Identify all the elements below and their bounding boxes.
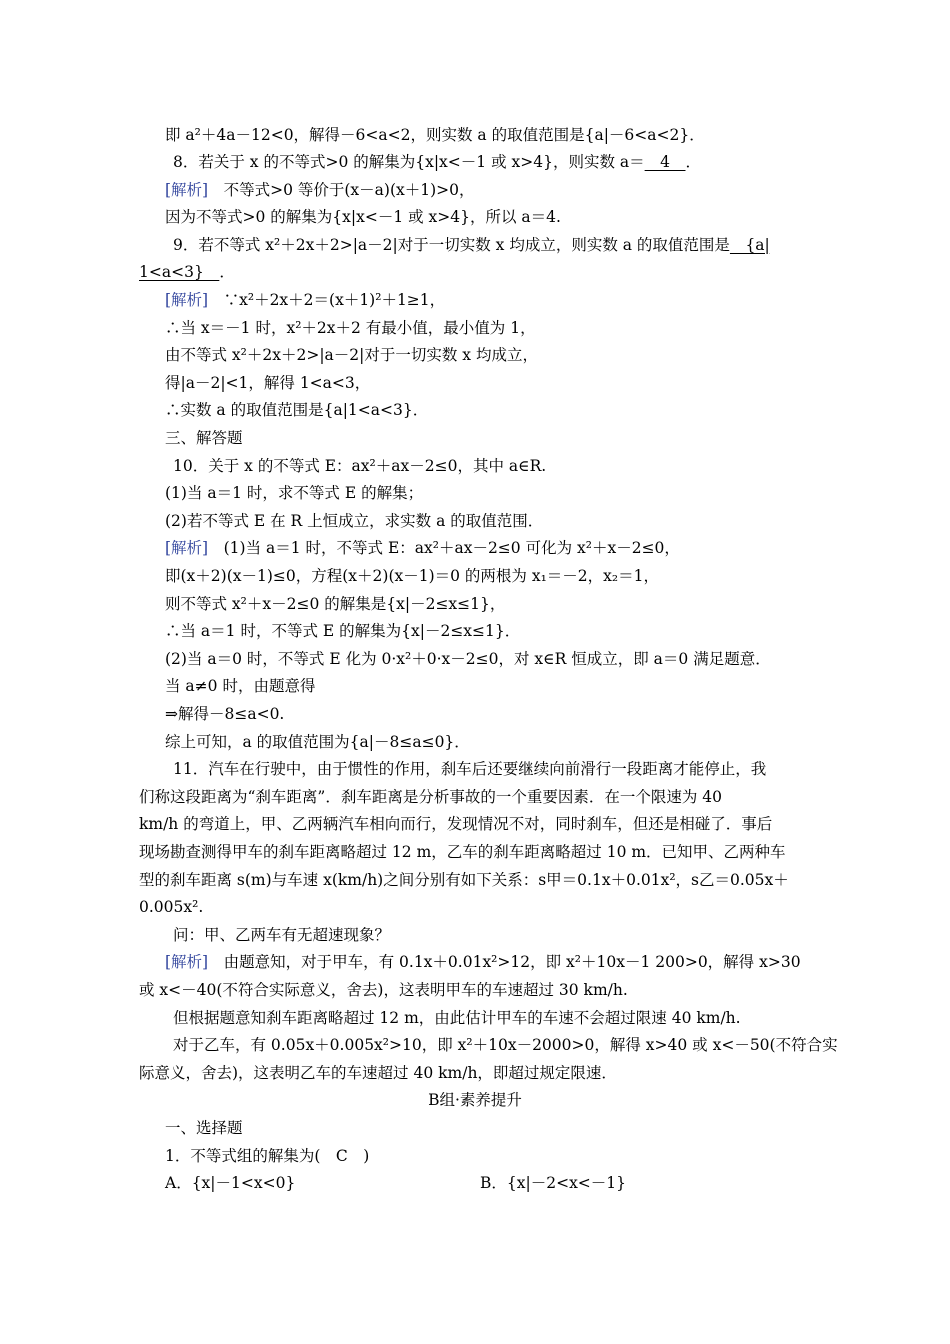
text-line: 型的刹车距离 s(m)与车速 x(km/h)之间分别有如下关系：s甲＝0.1x＋0.01x²，s乙＝0.05x＋ <box>139 871 789 889</box>
text-line: 但根据题意知刹车距离略超过 12 m，由此估计甲车的车速不会超过限速 40 km/h. <box>173 1009 741 1027</box>
analysis-tag: [解析] <box>165 181 209 199</box>
question-11: 11．汽车在行驶中，由于惯性的作用，刹车后还要继续向前滑行一段距离才能停止，我 <box>173 760 767 778</box>
option-a: A．{x|－1<x<0} <box>165 1174 296 1192</box>
text-line: 0.005x². <box>139 898 204 916</box>
analysis-line: [解析] ∵x²＋2x＋2＝(x＋1)²＋1≥1， <box>165 291 446 309</box>
text-line: 因为不等式>0 的解集为{x|x<－1 或 x>4}，所以 a＝4. <box>165 208 561 226</box>
analysis-line: [解析] 不等式>0 等价于(x－a)(x＋1)>0， <box>165 181 475 199</box>
group-heading: B组·素养提升 <box>428 1091 522 1109</box>
text-line: 际意义，舍去)，这表明乙车的车速超过 40 km/h，即超过规定限速． <box>139 1064 617 1082</box>
text-line: ∴当 a＝1 时，不等式 E 的解集为{x|－2≤x≤1}． <box>165 622 521 640</box>
text-line: (2)当 a＝0 时，不等式 E 化为 0·x²＋0·x－2≤0，对 x∈R 恒成立，即 a＝0 满足题意． <box>165 650 771 668</box>
question-10: 10．关于 x 的不等式 E：ax²＋ax－2≤0，其中 a∈R. <box>173 457 547 475</box>
analysis-line: [解析] (1)当 a＝1 时，不等式 E：ax²＋ax－2≤0 可化为 x²＋x－2≤0， <box>165 539 680 557</box>
text-line: 问：甲、乙两车有无超速现象？ <box>173 926 391 944</box>
text-line: ∴实数 a 的取值范围是{a|1<a<3}． <box>165 401 429 419</box>
text-line: 得|a－2|<1，解得 1<a<3， <box>165 374 371 392</box>
text-line: 对于乙车，有 0.05x＋0.005x²>10，即 x²＋10x－2000>0，解得 x>40 或 x<－50(不符合实 <box>173 1036 838 1054</box>
text-line: 当 a≠0 时，由题意得 <box>165 677 316 695</box>
text-line: km/h 的弯道上，甲、乙两辆汽车相向而行，发现情况不对，同时刹车，但还是相碰了．事后 <box>139 815 773 833</box>
answer-blank: 1<a<3} <box>139 263 220 281</box>
text-line: 即(x＋2)(x－1)≤0，方程(x＋2)(x－1)＝0 的两根为 x₁＝－2，x₂＝1， <box>165 567 659 585</box>
text-line: 们称这段距离为“刹车距离”．刹车距离是分析事故的一个重要因素．在一个限速为 40 <box>139 788 723 806</box>
analysis-tag: [解析] <box>165 291 209 309</box>
text-line: 现场勘查测得甲车的刹车距离略超过 12 m，乙车的刹车距离略超过 10 m．已知甲、乙两种车 <box>139 843 786 861</box>
text-line: (2)若不等式 E 在 R 上恒成立，求实数 a 的取值范围． <box>165 512 544 530</box>
section-heading: 一、选择题 <box>165 1119 243 1137</box>
text-line: 综上可知，a 的取值范围为{a|－8≤a≤0}． <box>165 733 470 751</box>
analysis-tag: [解析] <box>165 539 209 557</box>
text-line: 即 a²＋4a－12<0，解得－6<a<2，则实数 a 的取值范围是{a|－6<a<2}． <box>165 126 705 144</box>
text-line: 或 x<－40(不符合实际意义，舍去)，这表明甲车的车速超过 30 km/h. <box>139 981 628 999</box>
answer-blank: {a| <box>729 236 770 254</box>
question-9-continued: 1<a<3} ． <box>139 263 235 281</box>
analysis-line: [解析] 由题意知，对于甲车，有 0.1x＋0.01x²>12，即 x²＋10x－1 200>0，解得 x>30 <box>165 953 801 971</box>
text-line: ⇒解得－8≤a<0. <box>165 705 285 723</box>
answer-blank: 4 <box>644 153 686 171</box>
text-line: 则不等式 x²＋x－2≤0 的解集是{x|－2≤x≤1}， <box>165 595 506 613</box>
text-line: 由不等式 x²＋2x＋2>|a－2|对于一切实数 x 均成立， <box>165 346 538 364</box>
analysis-tag: [解析] <box>165 953 209 971</box>
section-heading: 三、解答题 <box>165 429 243 447</box>
question-9: 9．若不等式 x²＋2x＋2>|a－2|对于一切实数 x 均成立，则实数 a 的取值范围是 {a| <box>173 236 770 254</box>
text-line: (1)当 a＝1 时，求不等式 E 的解集； <box>165 484 424 502</box>
text-line: ∴当 x＝－1 时，x²＋2x＋2 有最小值，最小值为 1， <box>165 319 536 337</box>
question-1: 1．不等式组的解集为( C ) <box>165 1147 370 1165</box>
option-b: B．{x|－2<x<－1} <box>480 1174 627 1192</box>
question-8: 8．若关于 x 的不等式>0 的解集为{x|x<－1 或 x>4}，则实数 a＝ 4 ． <box>173 153 702 171</box>
